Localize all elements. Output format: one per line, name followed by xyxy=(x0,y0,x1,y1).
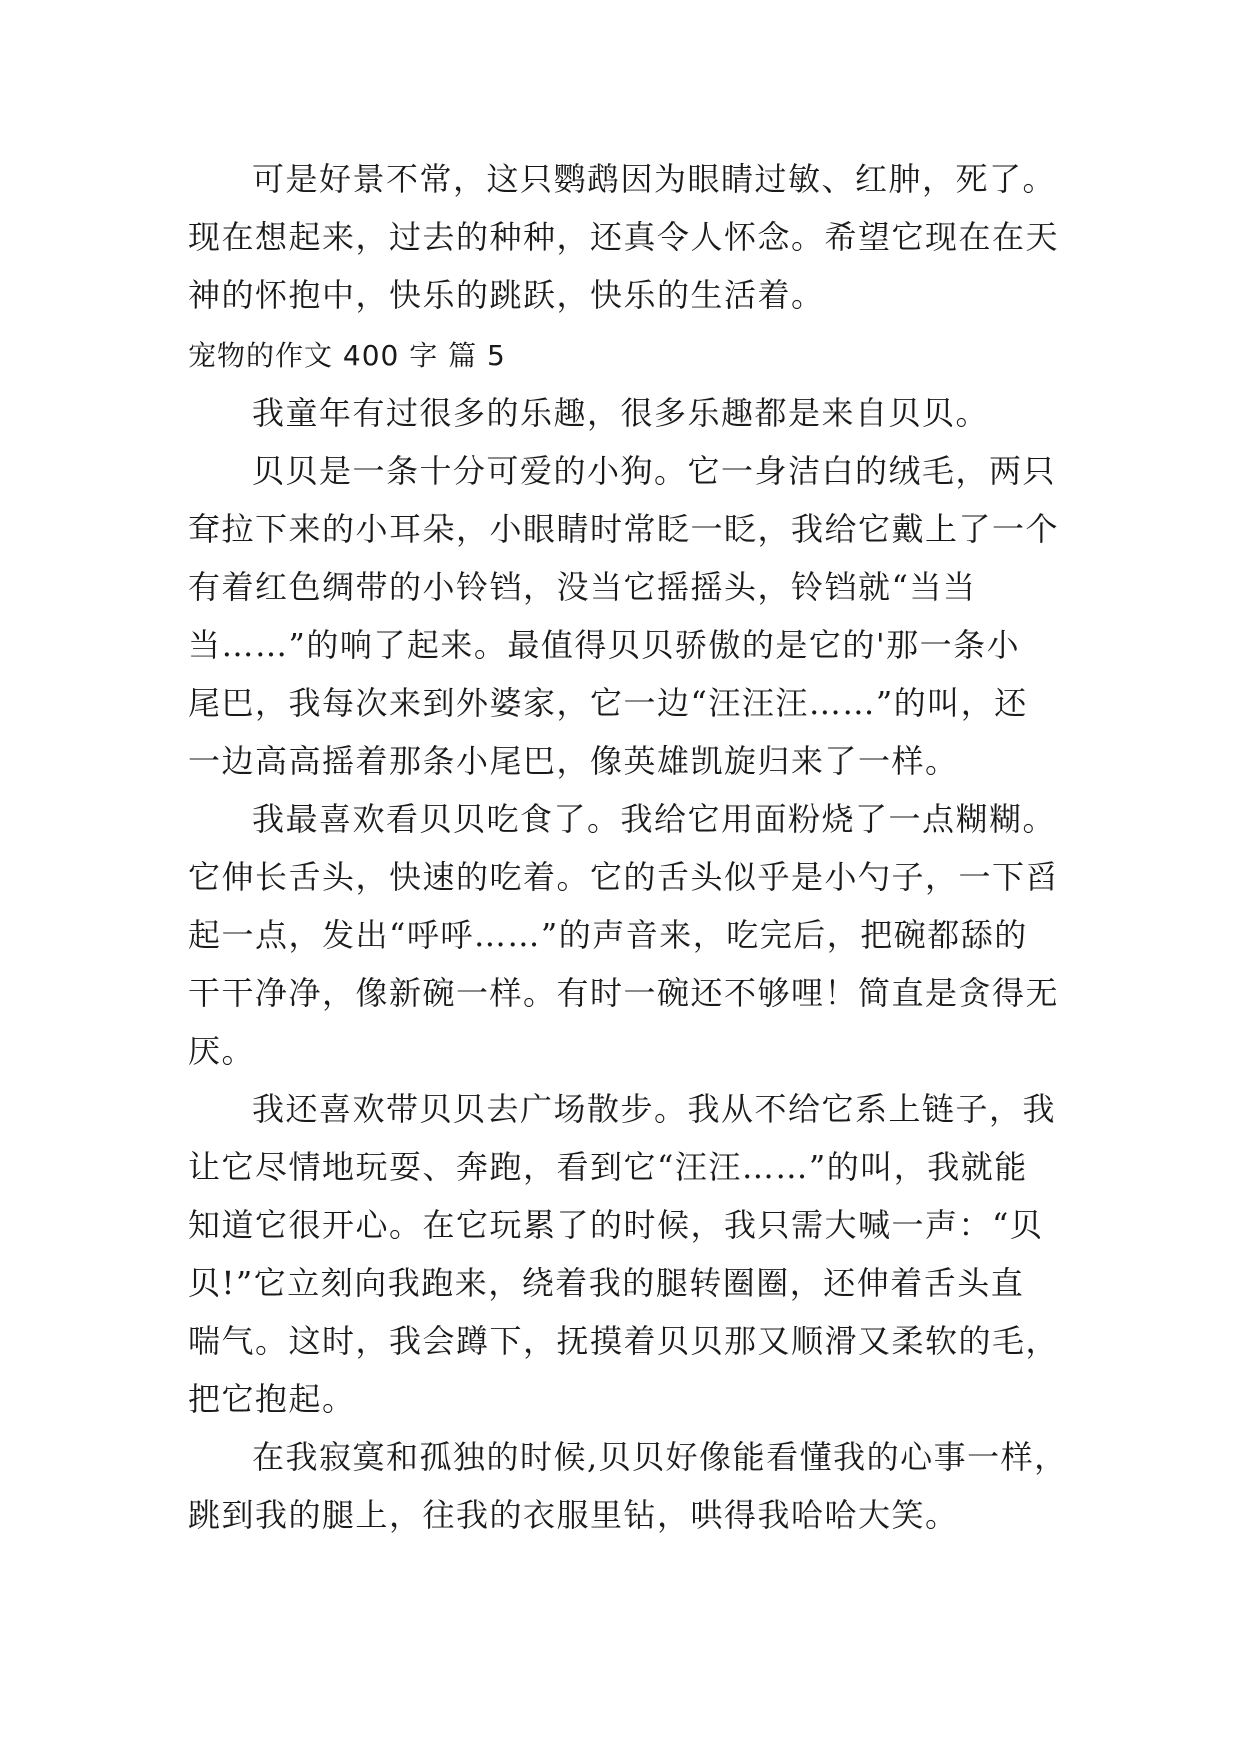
paragraph-2 xyxy=(188,384,1068,442)
paragraph-line: 干干净净，像新碗一样。有时一碗还不够哩！简直是贪得无 xyxy=(188,974,1060,1012)
paragraph-line: 把它抱起。 xyxy=(188,1380,356,1418)
paragraph-line: 起一点，发出“呼呼……”的声音来，吃完后，把碗都舔的 xyxy=(188,916,1028,954)
paragraph-line: 尾巴，我每次来到外婆家，它一边“汪汪汪……”的叫，还 xyxy=(188,684,1028,722)
paragraph-3 xyxy=(188,442,1068,790)
paragraph-line: 现在想起来，过去的种种，还真令人怀念。希望它现在在天 xyxy=(188,218,1060,256)
paragraph-line: 贝!”它立刻向我跑来，绕着我的腿转圈圈，还伸着舌头直 xyxy=(188,1264,1025,1302)
paragraph-line: 有着红色绸带的小铃铛，没当它摇摇头，铃铛就“当当 xyxy=(188,568,977,606)
document-body xyxy=(188,150,1068,1544)
paragraph-line: 厌。 xyxy=(188,1032,256,1070)
paragraph-line: 知道它很开心。在它玩累了的时候，我只需大喊一声：“贝 xyxy=(188,1206,1044,1244)
paragraph-line: 喘气。这时，我会蹲下，抚摸着贝贝那又顺滑又柔软的毛， xyxy=(188,1322,1060,1360)
paragraph-line: 我还喜欢带贝贝去广场散步。我从不给它系上链子，我 xyxy=(252,1090,1057,1128)
paragraph-line: 一边高高摇着那条小尾巴，像英雄凯旋归来了一样。 xyxy=(188,742,959,780)
paragraph-line: 让它尽情地玩耍、奔跑，看到它“汪汪……”的叫，我就能 xyxy=(188,1148,1028,1186)
paragraph-6 xyxy=(188,1428,1068,1544)
paragraph-line: 当……”的响了起来。最值得贝贝骄傲的是它的'那一条小 xyxy=(188,626,1021,664)
paragraph-line: 可是好景不常，这只鹦鹉因为眼睛过敏、红肿，死了。 xyxy=(252,160,1057,198)
paragraph-5 xyxy=(188,1080,1068,1428)
paragraph-line: 贝贝是一条十分可爱的小狗。它一身洁白的绒毛，两只 xyxy=(252,452,1057,490)
paragraph-line: 我最喜欢看贝贝吃食了。我给它用面粉烧了一点糊糊。 xyxy=(252,800,1057,838)
paragraph-line: 我童年有过很多的乐趣，很多乐趣都是来自贝贝。 xyxy=(252,394,990,432)
paragraph-4 xyxy=(188,790,1068,1080)
paragraph-line: 跳到我的腿上，往我的衣服里钻，哄得我哈哈大笑。 xyxy=(188,1496,959,1534)
paragraph-1 xyxy=(188,150,1068,324)
paragraph-line: 神的怀抱中，快乐的跳跃，快乐的生活着。 xyxy=(188,276,825,314)
section-heading: 宠物的作文 400 字 篇 5 xyxy=(188,339,506,372)
paragraph-line: 它伸长舌头，快速的吃着。它的舌头似乎是小勺子，一下舀 xyxy=(188,858,1060,896)
paragraph-line: 在我寂寞和孤独的时候,贝贝好像能看懂我的心事一样， xyxy=(252,1438,1068,1476)
paragraph-line: 耷拉下来的小耳朵，小眼睛时常眨一眨，我给它戴上了一个 xyxy=(188,510,1060,548)
